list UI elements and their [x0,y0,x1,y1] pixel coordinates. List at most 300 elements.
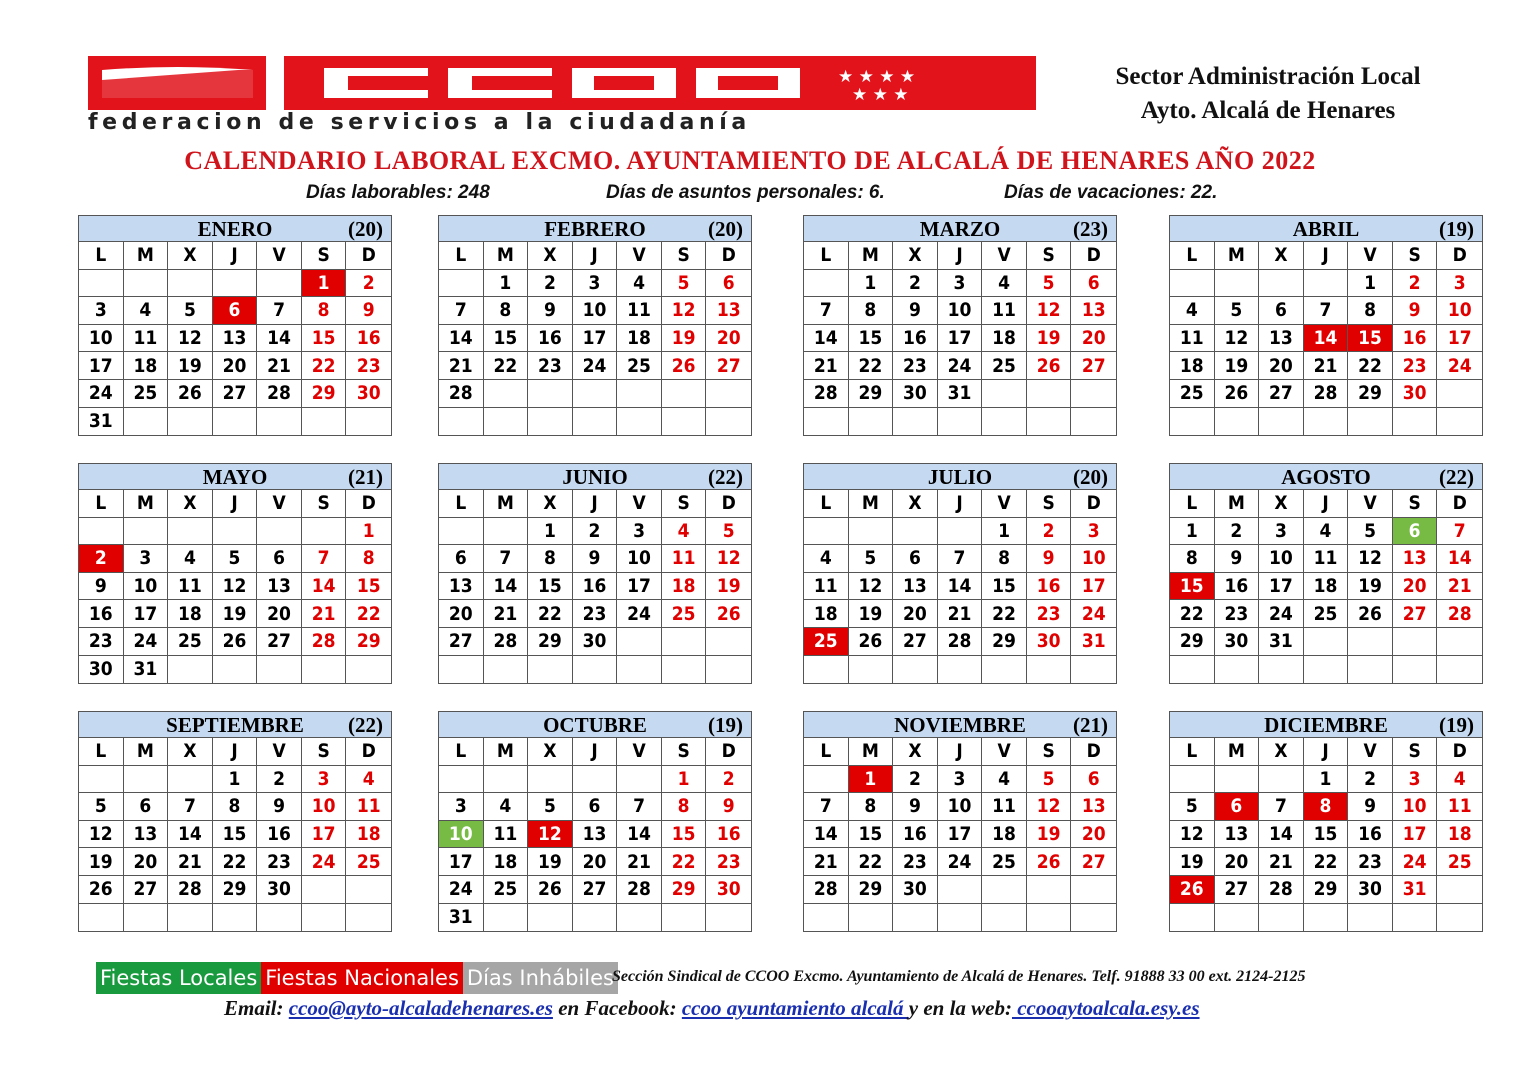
day-cell: 5 [528,793,573,821]
day-cell: 23 [1348,848,1393,876]
weekday-header: X [528,242,573,270]
month-name: JULIO [927,465,993,489]
day-cell: 23 [528,352,573,380]
day-cell: 24 [1393,848,1438,876]
day-cell: 14 [938,573,983,601]
empty-cell [706,904,751,932]
day-cell: 30 [1027,628,1072,656]
day-cell: 13 [1071,297,1116,325]
empty-cell [573,656,618,684]
empty-cell [662,656,707,684]
day-cell: 29 [849,380,894,408]
weekday-header: J [573,242,618,270]
empty-cell [257,408,302,436]
weekday-header: D [706,738,751,766]
empty-cell [1170,270,1215,298]
day-cell: 31 [439,904,484,932]
day-cell: 3 [1259,518,1304,546]
empty-cell [849,518,894,546]
day-cell: 1 [528,518,573,546]
weekday-header: J [938,490,983,518]
day-cell: 1 [849,766,894,794]
day-cell: 20 [706,325,751,353]
day-cell: 11 [662,545,707,573]
day-cell: 26 [1215,380,1260,408]
day-cell: 9 [79,573,124,601]
day-cell: 21 [938,600,983,628]
day-cell: 2 [893,270,938,298]
weekday-header: J [213,490,258,518]
day-cell: 25 [346,848,391,876]
day-cell: 7 [804,793,849,821]
empty-cell [439,766,484,794]
day-cell: 18 [662,573,707,601]
day-cell: 30 [893,380,938,408]
weekday-header: J [938,738,983,766]
legend-dias-inhabiles: Días Inhábiles [463,962,618,994]
day-cell: 27 [1215,876,1260,904]
day-cell: 2 [346,270,391,298]
empty-cell [1259,766,1304,794]
empty-cell [573,766,618,794]
month-name: NOVIEMBRE [894,713,1026,737]
web-link[interactable]: ccooaytoalcala.esy.es [1011,996,1200,1020]
day-cell: 17 [938,325,983,353]
weekday-header: J [213,738,258,766]
empty-cell [484,656,529,684]
empty-cell [528,766,573,794]
day-cell: 3 [938,766,983,794]
day-cell: 17 [302,821,347,849]
empty-cell [804,656,849,684]
day-cell: 2 [1215,518,1260,546]
empty-cell [528,380,573,408]
day-cell: 28 [617,876,662,904]
month-name: ABRIL [1292,217,1360,241]
day-cell: 5 [79,793,124,821]
empty-cell [938,904,983,932]
empty-cell [484,518,529,546]
day-cell: 19 [662,325,707,353]
day-cell: 20 [1071,325,1116,353]
day-cell: 8 [982,545,1027,573]
day-cell: 13 [1215,821,1260,849]
weekday-header: V [617,490,662,518]
empty-cell [1259,270,1304,298]
day-cell: 5 [1215,297,1260,325]
day-cell: 2 [706,766,751,794]
weekday-header: S [302,738,347,766]
day-cell: 28 [1437,600,1482,628]
day-cell: 9 [573,545,618,573]
day-cell: 23 [573,600,618,628]
month-noviembre [803,711,1117,932]
empty-cell [893,518,938,546]
day-cell: 30 [1393,380,1438,408]
weekday-header: D [1437,738,1482,766]
day-cell: 11 [982,297,1027,325]
day-cell: 7 [257,297,302,325]
day-cell: 7 [168,793,213,821]
day-cell: 28 [938,628,983,656]
svg-text:★ ★ ★ ★: ★ ★ ★ ★ [838,67,916,87]
day-cell: 3 [573,270,618,298]
empty-cell [79,270,124,298]
day-cell: 16 [257,821,302,849]
day-cell: 21 [804,848,849,876]
day-cell: 8 [302,297,347,325]
empty-cell [346,904,391,932]
empty-cell [1259,904,1304,932]
day-cell: 16 [346,325,391,353]
day-cell: 17 [439,848,484,876]
month-mayo [78,463,392,684]
empty-cell [302,408,347,436]
month-workday-count: (20) [708,217,743,241]
month-header [79,712,391,738]
weekday-header: M [124,490,169,518]
day-cell: 31 [1393,876,1438,904]
day-cell: 17 [79,352,124,380]
day-cell: 14 [804,821,849,849]
day-cell: 12 [1348,545,1393,573]
weekday-header: V [257,738,302,766]
day-cell: 22 [1348,352,1393,380]
day-cell: 6 [573,793,618,821]
weekday-header: M [849,738,894,766]
empty-cell [938,408,983,436]
month-days-grid [79,738,391,931]
empty-cell [662,408,707,436]
day-cell: 8 [1304,793,1349,821]
day-cell: 19 [1027,821,1072,849]
day-cell: 31 [124,656,169,684]
month-days-grid [439,490,751,683]
weekday-header: X [1259,242,1304,270]
day-cell: 11 [484,821,529,849]
day-cell: 15 [1304,821,1349,849]
weekday-header: V [982,242,1027,270]
weekday-header: S [302,490,347,518]
day-cell: 10 [1071,545,1116,573]
day-cell: 13 [1259,325,1304,353]
month-workday-count: (20) [1073,465,1108,489]
weekday-header: J [1304,242,1349,270]
ccoo-logo-graphic [88,56,1036,110]
weekday-header: M [1215,490,1260,518]
day-cell: 27 [893,628,938,656]
day-cell: 12 [662,297,707,325]
day-cell: 15 [528,573,573,601]
empty-cell [1170,766,1215,794]
day-cell: 26 [706,600,751,628]
empty-cell [706,628,751,656]
day-cell: 20 [1215,848,1260,876]
day-cell: 25 [1170,380,1215,408]
month-abril [1169,215,1483,436]
empty-cell [1437,408,1482,436]
day-cell: 4 [617,270,662,298]
weekday-header: L [1170,242,1215,270]
day-cell: 24 [573,352,618,380]
day-cell: 16 [1348,821,1393,849]
contact-line [224,996,1200,1021]
day-cell: 20 [1071,821,1116,849]
day-cell: 19 [1170,848,1215,876]
day-cell: 2 [528,270,573,298]
day-cell: 25 [124,380,169,408]
day-cell: 24 [124,628,169,656]
weekday-header: L [804,738,849,766]
empty-cell [1215,766,1260,794]
day-cell: 23 [257,848,302,876]
weekday-header: X [893,738,938,766]
weekday-header: J [213,242,258,270]
empty-cell [168,270,213,298]
day-cell: 24 [79,380,124,408]
month-workday-count: (22) [348,713,383,737]
empty-cell [573,904,618,932]
day-cell: 28 [439,380,484,408]
day-cell: 18 [484,848,529,876]
day-cell: 3 [302,766,347,794]
day-cell: 23 [346,352,391,380]
day-cell: 14 [1304,325,1349,353]
day-cell: 5 [849,545,894,573]
day-cell: 7 [804,297,849,325]
empty-cell [346,876,391,904]
month-days-grid [439,242,751,435]
weekday-header: M [1215,242,1260,270]
day-cell: 4 [484,793,529,821]
day-cell: 25 [982,352,1027,380]
day-cell: 13 [439,573,484,601]
weekday-header: M [484,490,529,518]
day-cell: 13 [124,821,169,849]
empty-cell [706,656,751,684]
empty-cell [1215,270,1260,298]
web-label: y en la web: [908,996,1012,1020]
day-cell: 15 [849,325,894,353]
day-cell: 28 [1259,876,1304,904]
empty-cell [804,408,849,436]
day-cell: 25 [1437,848,1482,876]
day-cell: 14 [1437,545,1482,573]
day-cell: 21 [1437,573,1482,601]
empty-cell [1259,408,1304,436]
empty-cell [804,766,849,794]
day-cell: 30 [79,656,124,684]
empty-cell [439,656,484,684]
day-cell: 25 [168,628,213,656]
day-cell: 4 [1437,766,1482,794]
day-cell: 1 [213,766,258,794]
day-cell: 2 [893,766,938,794]
empty-cell [1437,656,1482,684]
day-cell: 13 [706,297,751,325]
day-cell: 17 [1393,821,1438,849]
day-cell: 30 [346,380,391,408]
day-cell: 11 [346,793,391,821]
empty-cell [706,380,751,408]
day-cell: 9 [1393,297,1438,325]
day-cell: 29 [662,876,707,904]
empty-cell [982,408,1027,436]
month-days-grid [79,490,391,683]
day-cell: 27 [1071,352,1116,380]
day-cell: 3 [1393,766,1438,794]
empty-cell [1393,656,1438,684]
day-cell: 11 [1170,325,1215,353]
month-days-grid [79,242,391,435]
month-days-grid [804,738,1116,931]
day-cell: 26 [1027,848,1072,876]
weekday-header: M [849,490,894,518]
day-cell: 28 [257,380,302,408]
day-cell: 1 [1170,518,1215,546]
empty-cell [617,628,662,656]
day-cell: 14 [439,325,484,353]
day-cell: 7 [1304,297,1349,325]
day-cell: 10 [617,545,662,573]
empty-cell [849,904,894,932]
day-cell: 2 [573,518,618,546]
day-cell: 18 [346,821,391,849]
day-cell: 29 [213,876,258,904]
empty-cell [528,904,573,932]
day-cell: 18 [982,821,1027,849]
weekday-header: J [573,490,618,518]
month-name: FEBRERO [544,217,646,241]
day-cell: 19 [706,573,751,601]
weekday-header: L [439,738,484,766]
day-cell: 2 [1348,766,1393,794]
day-cell: 21 [257,352,302,380]
day-cell: 16 [1393,325,1438,353]
weekday-header: L [804,242,849,270]
empty-cell [573,380,618,408]
empty-cell [213,904,258,932]
empty-cell [1215,656,1260,684]
month-workday-count: (22) [708,465,743,489]
empty-cell [79,766,124,794]
facebook-link[interactable]: ccoo ayuntamiento alcalá [681,996,909,1020]
empty-cell [1071,408,1116,436]
empty-cell [573,408,618,436]
weekday-header: V [617,738,662,766]
empty-cell [982,656,1027,684]
day-cell: 26 [528,876,573,904]
day-cell: 20 [257,600,302,628]
day-cell: 24 [439,876,484,904]
day-cell: 4 [982,270,1027,298]
month-name: MAYO [202,465,268,489]
day-cell: 30 [573,628,618,656]
day-cell: 7 [484,545,529,573]
empty-cell [1393,628,1438,656]
day-cell: 9 [528,297,573,325]
month-header [439,216,751,242]
day-cell: 27 [1071,848,1116,876]
month-workday-count: (21) [1073,713,1108,737]
day-cell: 28 [168,876,213,904]
empty-cell [1071,380,1116,408]
day-cell: 18 [982,325,1027,353]
empty-cell [1348,628,1393,656]
month-workday-count: (21) [348,465,383,489]
empty-cell [617,380,662,408]
day-cell: 26 [213,628,258,656]
month-header [439,464,751,490]
empty-cell [528,656,573,684]
weekday-header: X [528,738,573,766]
weekday-header: L [439,490,484,518]
day-cell: 12 [1170,821,1215,849]
empty-cell [213,518,258,546]
day-cell: 4 [168,545,213,573]
empty-cell [484,408,529,436]
day-cell: 21 [484,600,529,628]
empty-cell [982,904,1027,932]
day-cell: 20 [124,848,169,876]
day-cell: 27 [1393,600,1438,628]
empty-cell [1170,904,1215,932]
empty-cell [79,904,124,932]
day-cell: 13 [213,325,258,353]
day-cell: 25 [484,876,529,904]
day-cell: 5 [706,518,751,546]
weekday-header: M [484,242,529,270]
day-cell: 4 [804,545,849,573]
day-cell: 23 [1027,600,1072,628]
day-cell: 14 [804,325,849,353]
day-cell: 17 [938,821,983,849]
day-cell: 11 [617,297,662,325]
day-cell: 5 [1170,793,1215,821]
day-cell: 19 [528,848,573,876]
day-cell: 26 [1027,352,1072,380]
day-cell: 1 [662,766,707,794]
month-octubre [438,711,752,932]
weekday-header: X [893,490,938,518]
day-cell: 12 [213,573,258,601]
day-cell: 15 [346,573,391,601]
month-workday-count: (19) [1439,217,1474,241]
day-cell: 1 [302,270,347,298]
day-cell: 6 [124,793,169,821]
empty-cell [662,904,707,932]
weekday-header: D [1071,242,1116,270]
day-cell: 8 [1348,297,1393,325]
day-cell: 16 [79,600,124,628]
ccoo-logo [88,56,1036,135]
month-enero [78,215,392,436]
day-cell: 26 [79,876,124,904]
weekday-header: S [662,242,707,270]
email-link[interactable]: ccoo@ayto-alcaladehenares.es [288,996,553,1020]
empty-cell [662,628,707,656]
day-cell: 10 [938,793,983,821]
day-cell: 3 [1437,270,1482,298]
sector-line-2: Ayto. Alcalá de Henares [1140,97,1396,124]
day-cell: 17 [1437,325,1482,353]
day-cell: 14 [1259,821,1304,849]
day-cell: 10 [124,573,169,601]
day-cell: 19 [849,600,894,628]
day-cell: 23 [893,352,938,380]
day-cell: 29 [302,380,347,408]
empty-cell [617,766,662,794]
